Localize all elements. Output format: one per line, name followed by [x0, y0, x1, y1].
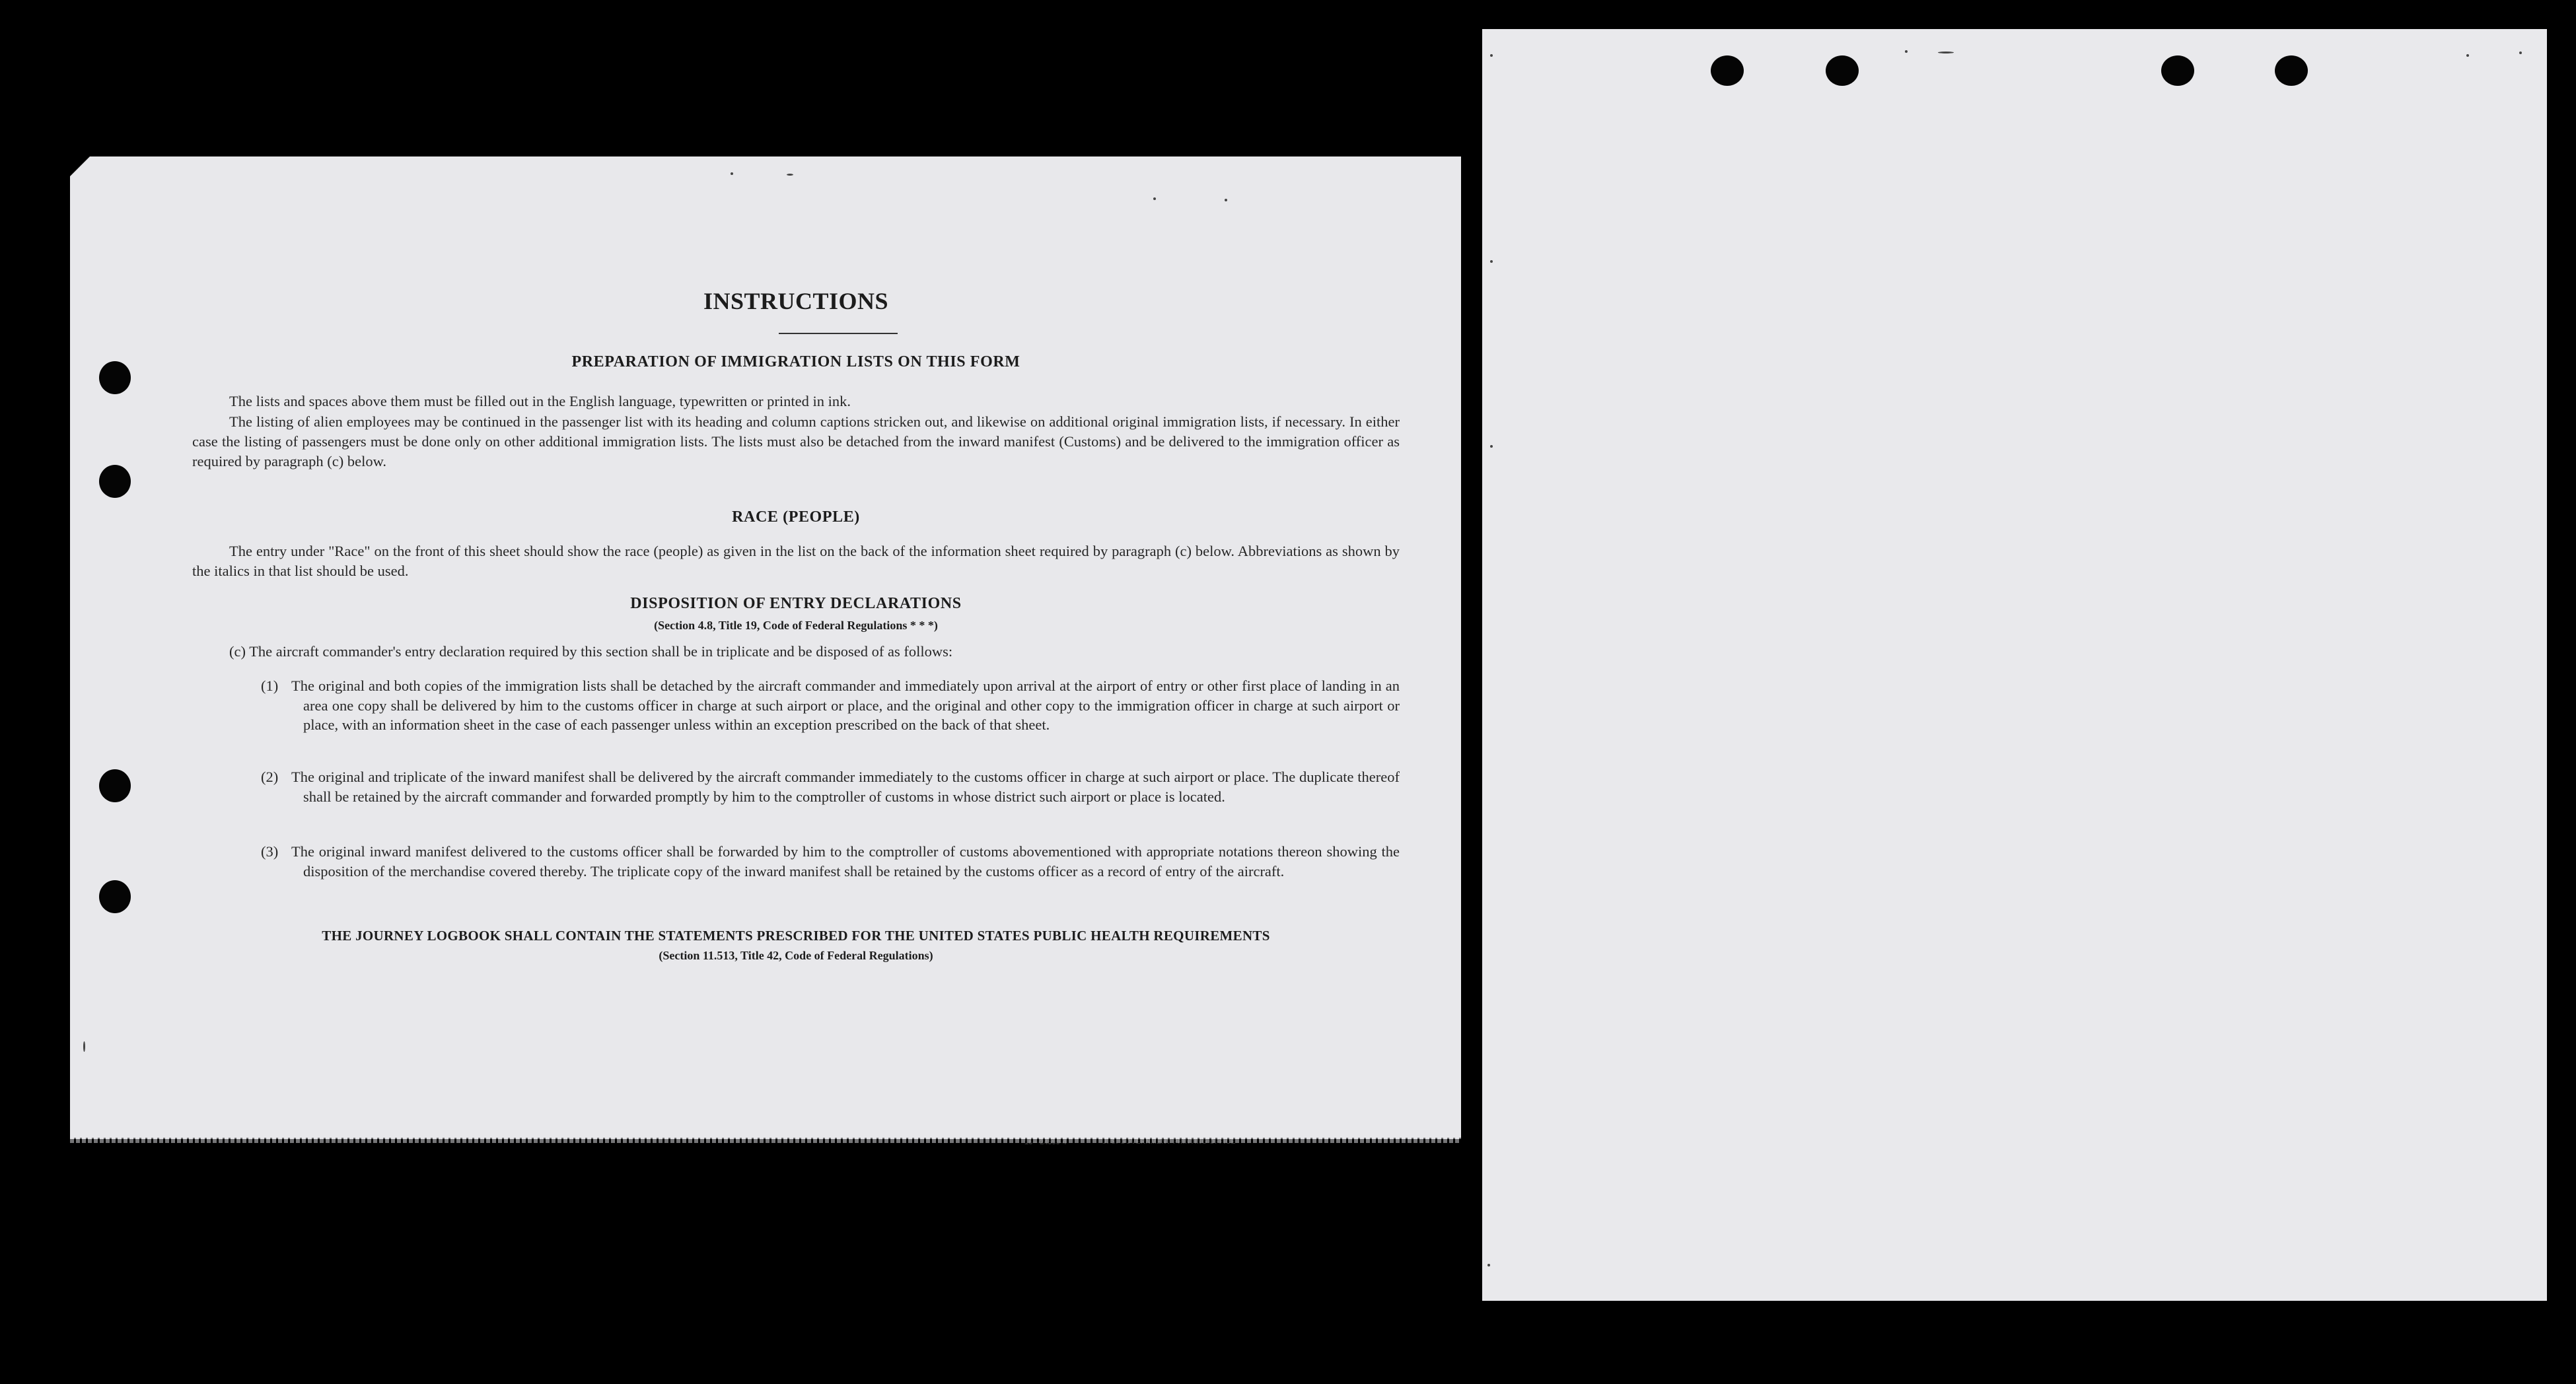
binder-hole — [2275, 55, 2308, 86]
page-title: INSTRUCTIONS — [703, 288, 889, 314]
section-heading-disposition: DISPOSITION OF ENTRY DECLARATIONS — [630, 595, 962, 612]
paragraph-c-intro: (c) The aircraft commander's entry declaration required by this section shall be in triplicate and be disposed of as follows: — [229, 643, 953, 660]
instructions-page — [70, 156, 1461, 1139]
list-number: (1) — [261, 677, 279, 694]
logbook-statement: THE JOURNEY LOGBOOK SHALL CONTAIN THE STATEMENTS PRESCRIBED FOR THE UNITED STATES PUBLIC HEALTH REQUIREMENTS — [322, 928, 1270, 944]
paragraph-lists-language: The lists and spaces above them must be filled out in the English language, typewritten or printed in ink. — [229, 393, 851, 409]
paper-speck — [731, 172, 733, 175]
paper-speck — [1153, 197, 1156, 200]
paper-speck — [1490, 54, 1493, 57]
paper-speck — [1905, 50, 1908, 53]
list-number: (2) — [261, 769, 279, 785]
section-heading-preparation: PREPARATION OF IMMIGRATION LISTS ON THIS FORM — [571, 353, 1020, 370]
list-item — [261, 767, 1400, 827]
title-rule — [779, 333, 898, 334]
paper-speck — [83, 1041, 85, 1052]
list-number: (3) — [261, 843, 279, 860]
list-text: The original inward manifest delivered to the customs officer shall be forwarded by him to the comptroller of customs abovementioned with appropriate notations thereon showing the disposition of the merchandise covered thereby. The triplicate copy of the inward manifest shall be retained by the customs officer as a record of entry of the aircraft. — [291, 843, 1400, 880]
binder-hole — [1826, 55, 1859, 86]
perforated-edge — [70, 1138, 1461, 1143]
binder-hole — [99, 769, 131, 802]
binder-hole — [2161, 55, 2194, 86]
paper-speck — [1938, 52, 1954, 53]
list-text: The original and triplicate of the inward manifest shall be delivered by the aircraft commander immediately to the customs officer in charge at such airport or place. The duplicate thereof shall be retained by the aircraft commander and forwarded promptly by him to the comptroller of customs in whose district such airport or place is located. — [291, 769, 1400, 805]
paper-speck — [2519, 52, 2522, 54]
list-item — [261, 842, 1400, 901]
list-text: The original and both copies of the immigration lists shall be detached by the aircraft commander and immediately upon arrival at the airport of entry or other first place of landing in an area one copy shall be delivered by him to the customs officer in charge at such airport or place, and the original and other copy to the immigration officer in charge at such airport or place, with an information sheet in the case of each passenger unless within an exception prescribed on the back of that sheet. — [291, 677, 1400, 733]
binder-hole — [1711, 55, 1744, 86]
paragraph-race-entry: The entry under "Race" on the front of this sheet should show the race (people) as given in the list on the back of the information sheet required by paragraph (c) below. Abbreviations as shown by the italics in that list should be used. — [192, 543, 1400, 579]
logbook-citation: (Section 11.513, Title 42, Code of Federal Regulations) — [659, 949, 933, 962]
section-heading-race: RACE (PEOPLE) — [732, 508, 860, 526]
binder-hole — [99, 880, 131, 913]
list-item — [261, 676, 1400, 755]
blank-page — [1482, 29, 2547, 1301]
paragraph-alien-employees: The listing of alien employees may be continued in the passenger list with its heading and column captions stricken out, and likewise on additional original immigration lists, if necessary. In either case the listing of passengers must be done only on other additional immigration lists. The lists must also be detached from the inward manifest (Customs) and be delivered to the immigration officer as required by paragraph (c) below. — [192, 413, 1400, 469]
paper-speck — [1487, 1264, 1490, 1266]
paper-speck — [787, 174, 793, 176]
binder-hole — [99, 465, 131, 498]
paper-speck — [2466, 54, 2469, 57]
torn-corner — [70, 156, 90, 176]
paper-speck — [1490, 445, 1493, 448]
paper-speck — [1490, 260, 1493, 263]
section-citation: (Section 4.8, Title 19, Code of Federal Regulations * * *) — [654, 619, 938, 632]
paper-speck — [1225, 199, 1227, 201]
binder-hole — [99, 361, 131, 394]
